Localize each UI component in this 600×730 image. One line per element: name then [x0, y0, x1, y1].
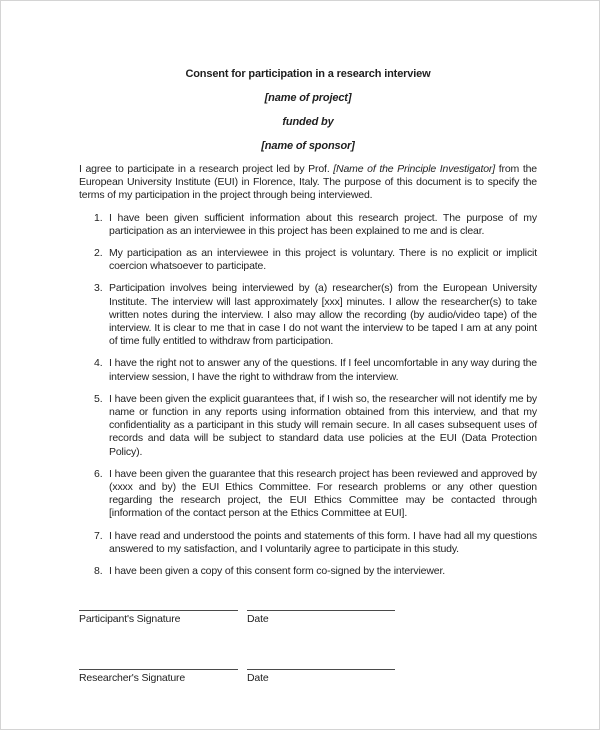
list-item: [79, 393, 537, 459]
researcher-signature-label: Researcher's Signature: [79, 672, 186, 685]
investigator-name: [Name of the Principle Investigator]: [333, 163, 496, 175]
researcher-signature-field: [79, 659, 238, 685]
project-name-line: [name of project]: [264, 92, 352, 104]
item-number: 8.: [94, 565, 103, 578]
researcher-date-line: [247, 659, 395, 670]
consent-terms-list: [79, 212, 537, 579]
item-number: 6.: [94, 467, 103, 480]
signature-row-researcher: [79, 659, 537, 685]
doc-title: Consent for participation in a research interview: [185, 68, 431, 80]
item-text: I have the right not to answer any of the questions. If I feel uncomfortable in any way during the interview session, I have the right to withdraw from the interview.: [109, 357, 537, 383]
item-number: 2.: [94, 247, 103, 260]
item-text: I have read and understood the points and statements of this form. I have had all my questions answered to my satisfaction, and I voluntarily agree to participate in this study.: [109, 529, 537, 555]
sponsor-name-line: [name of sponsor]: [261, 140, 355, 152]
list-item: [79, 565, 537, 578]
list-item: [79, 282, 537, 348]
list-item: [79, 468, 537, 521]
item-number: 5.: [94, 392, 103, 405]
participant-signature-line: [79, 600, 238, 611]
intro-paragraph: [79, 163, 537, 203]
researcher-signature-line: [79, 659, 238, 670]
researcher-date-label: Date: [247, 672, 269, 685]
list-item: [79, 530, 537, 556]
signature-section: [79, 600, 537, 685]
list-item: [79, 212, 537, 238]
intro-text-pre: I agree to participate in a research project led by Prof.: [79, 163, 334, 175]
item-text: My participation as an interviewee in this project is voluntary. There is no explicit or implicit coercion whatsoever to participate.: [109, 247, 537, 273]
participant-date-label: Date: [247, 613, 269, 626]
list-item: [79, 357, 537, 383]
signature-row-participant: [79, 600, 537, 626]
item-number: 4.: [94, 357, 103, 370]
participant-date-field: [247, 600, 395, 626]
participant-date-line: [247, 600, 395, 611]
funded-by-line: funded by: [282, 116, 334, 128]
item-number: 3.: [94, 282, 103, 295]
list-item: [79, 247, 537, 273]
item-number: 7.: [94, 529, 103, 542]
item-text: I have been given sufficient information about this research project. The purpose of my participation as an interviewee in this project has been explained to me and is clear.: [109, 211, 537, 237]
item-number: 1.: [94, 211, 103, 224]
item-text: I have been given a copy of this consent form co-signed by the interviewer.: [109, 565, 446, 578]
item-text: I have been given the explicit guarantees that, if I wish so, the researcher will not identify me by name or function in any reports using information obtained from this interview, and that my confidentiality as a participant in this study will remain secure. In all cases subsequent uses of records and data will be subject to standard data use policies at the EUI (Data Protection Policy).: [109, 392, 537, 458]
participant-signature-label: Participant's Signature: [79, 613, 181, 626]
intro-text-post: from the European University Institute (EUI) in Florence, Italy. The purpose of this document is to specify the terms of my participation in the project through being interviewed.: [79, 163, 537, 202]
item-text: Participation involves being interviewed by (a) researcher(s) from the European University Institute. The interview will last approximately [xxx] minutes. I allow the researcher(s) to take written notes during the interview. I also may allow the recording (by audio/video tape) of the interview. It is clear to me that in case I do not want the interview to be taped I am at any point of time fully entitled to withdraw from participation.: [109, 282, 537, 348]
item-text: I have been given the guarantee that this research project has been reviewed and approved by (xxxx and by) the EUI Ethics Committee. For research problems or any other question regarding the research project, the EUI Ethics Committee may be contacted through [information of the contact person at the Ethics Committee at EUI].: [109, 467, 537, 520]
participant-signature-field: [79, 600, 238, 626]
researcher-date-field: [247, 659, 395, 685]
